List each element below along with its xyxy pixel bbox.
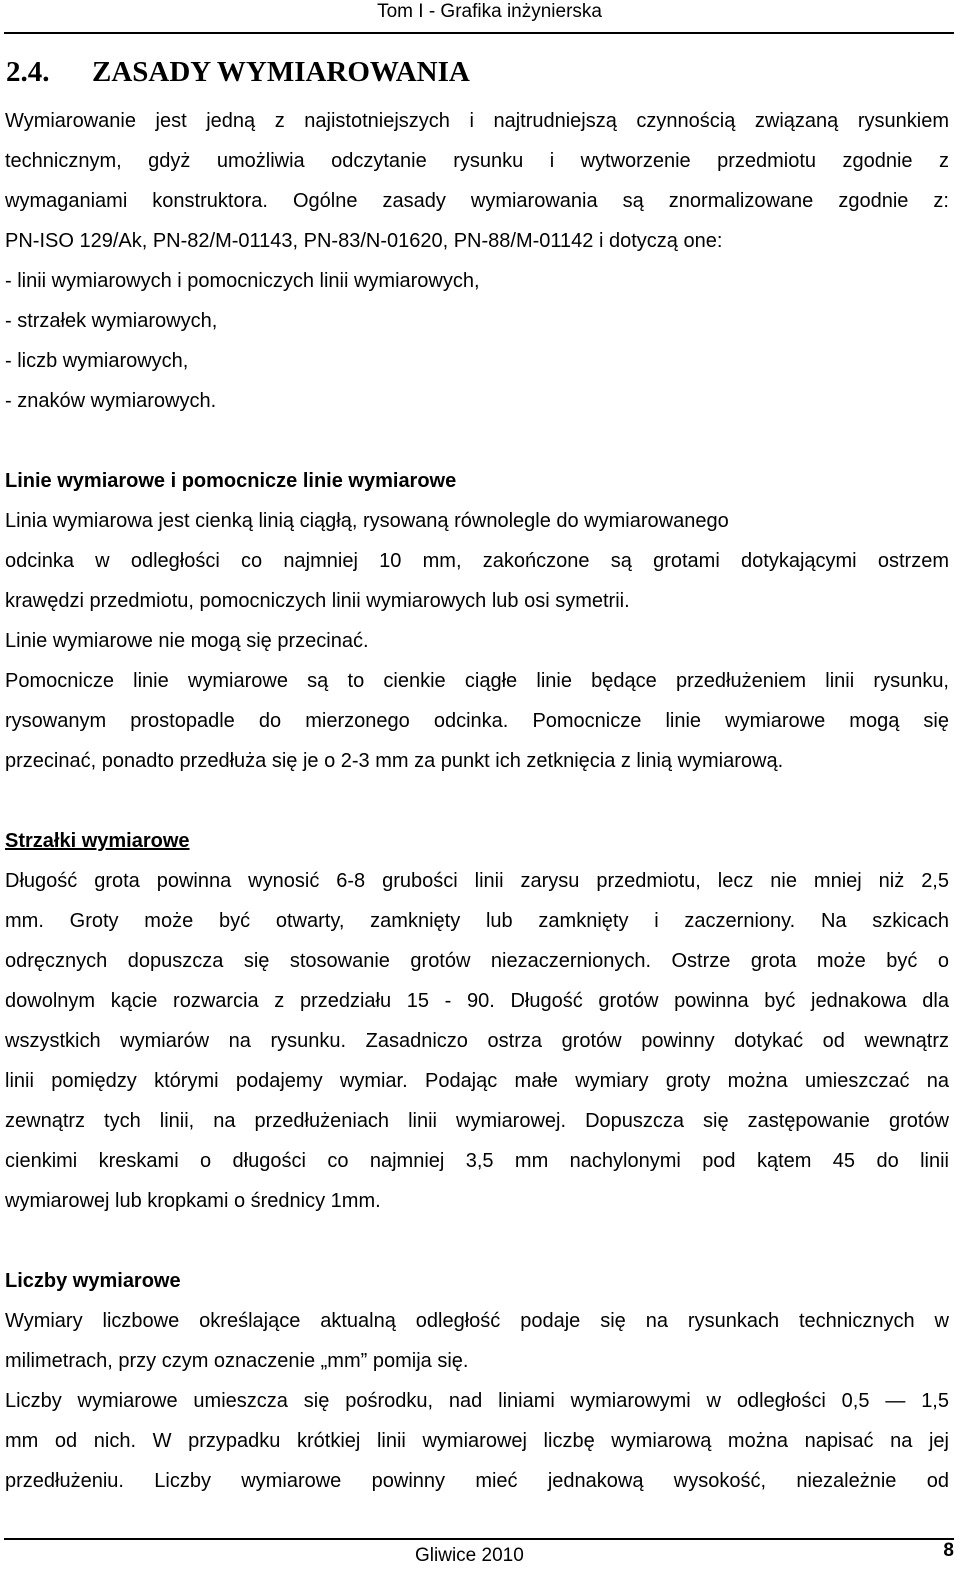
footer-text: Gliwice 2010 [415,1545,524,1566]
paragraph-line: Linie wymiarowe nie mogą się przecinać. [5,630,369,652]
paragraph-line: milimetrach, przy czym oznaczenie „mm” pomija się. [5,1350,469,1372]
paragraph-line: Wymiary liczbowe określające aktualną odległość podaje się na rysunkach technicznych w [5,1310,949,1332]
paragraph-line: mm. Groty może być otwarty, zamknięty lub zamknięty i zaczerniony. Na szkicach [5,910,949,932]
paragraph-line: wszystkich wymiarów na rysunku. Zasadniczo ostrza grotów powinny dotykać od wewnątrz [5,1030,949,1052]
paragraph-line: mm od nich. W przypadku krótkiej linii wymiarowej liczbę wymiarową można napisać na jej [5,1430,949,1452]
paragraph-line: krawędzi przedmiotu, pomocniczych linii wymiarowych lub osi symetrii. [5,590,630,612]
paragraph-line: zewnątrz tych linii, na przedłużeniach linii wymiarowej. Dopuszcza się zastępowanie grotów [5,1110,949,1132]
list-item: - liczb wymiarowych, [5,350,189,372]
paragraph-line: linii pomiędzy którymi podajemy wymiar. Podając małe wymiary groty można umieszczać na [5,1070,949,1092]
section-number: 2.4. [6,56,50,88]
page-content [5,101,949,1501]
list-item: - znaków wymiarowych. [5,390,217,412]
paragraph-line: rysowanym prostopadle do mierzonego odcinka. Pomocnicze linie wymiarowe mogą się [5,710,949,732]
section-heading [6,56,470,89]
paragraph-line: technicznym, gdyż umożliwia odczytanie rysunku i wytworzenie przedmiotu zgodnie z [5,150,949,172]
spacer [5,421,949,461]
paragraph-line: Linia wymiarowa jest cienką linią ciągłą, rysowaną równolegle do wymiarowanego [5,510,729,532]
page-header-title: Tom I - Grafika inżynierska [377,1,602,22]
paragraph-line: odcinka w odległości co najmniej 10 mm, zakończone są grotami dotykającymi ostrzem [5,550,949,572]
subheading-liczby: Liczby wymiarowe [5,1270,181,1292]
paragraph-line: Liczby wymiarowe umieszcza się pośrodku, nad liniami wymiarowymi w odległości 0,5 — 1,5 [5,1390,949,1412]
subheading-linie: Linie wymiarowe i pomocnicze linie wymiarowe [5,470,457,492]
paragraph-line: Pomocnicze linie wymiarowe są to cienkie ciągłe linie będące przedłużeniem linii rysunku, [5,670,949,692]
subheading-strzalki: Strzałki wymiarowe [5,830,190,852]
section-title: ZASADY WYMIAROWANIA [92,56,470,88]
header-divider [4,32,954,34]
paragraph-line: Długość grota powinna wynosić 6-8 grubości linii zarysu przedmiotu, lecz nie mniej niż 2,5 [5,870,949,892]
paragraph-line: odręcznych dopuszcza się stosowanie grotów niezaczernionych. Ostrze grota może być o [5,950,949,972]
paragraph-line: dowolnym kącie rozwarcia z przedziału 15 - 90. Długość grotów powinna być jednakowa dla [5,990,949,1012]
list-item: - linii wymiarowych i pomocniczych linii wymiarowych, [5,270,480,292]
page-number: 8 [943,1540,954,1561]
list-item: - strzałek wymiarowych, [5,310,218,332]
paragraph-line: wymiarowej lub kropkami o średnicy 1mm. [5,1190,381,1212]
footer-divider [4,1538,954,1540]
spacer [5,781,949,821]
paragraph-line: Wymiarowanie jest jedną z najistotniejszych i najtrudniejszą czynnością związaną rysunkiem [5,110,949,132]
paragraph-line: przedłużeniu. Liczby wymiarowe powinny mieć jednakową wysokość, niezależnie od [5,1470,949,1492]
paragraph-line: PN-ISO 129/Ak, PN-82/M-01143, PN-83/N-01620, PN-88/M-01142 i dotyczą one: [5,230,723,252]
paragraph-line: wymaganiami konstruktora. Ogólne zasady wymiarowania są znormalizowane zgodnie z: [5,190,949,212]
spacer [5,1221,949,1261]
paragraph-line: przecinać, ponadto przedłuża się je o 2-3 mm za punkt ich zetknięcia z linią wymiarową. [5,750,784,772]
paragraph-line: cienkimi kreskami o długości co najmniej 3,5 mm nachylonymi pod kątem 45 do linii [5,1150,949,1172]
